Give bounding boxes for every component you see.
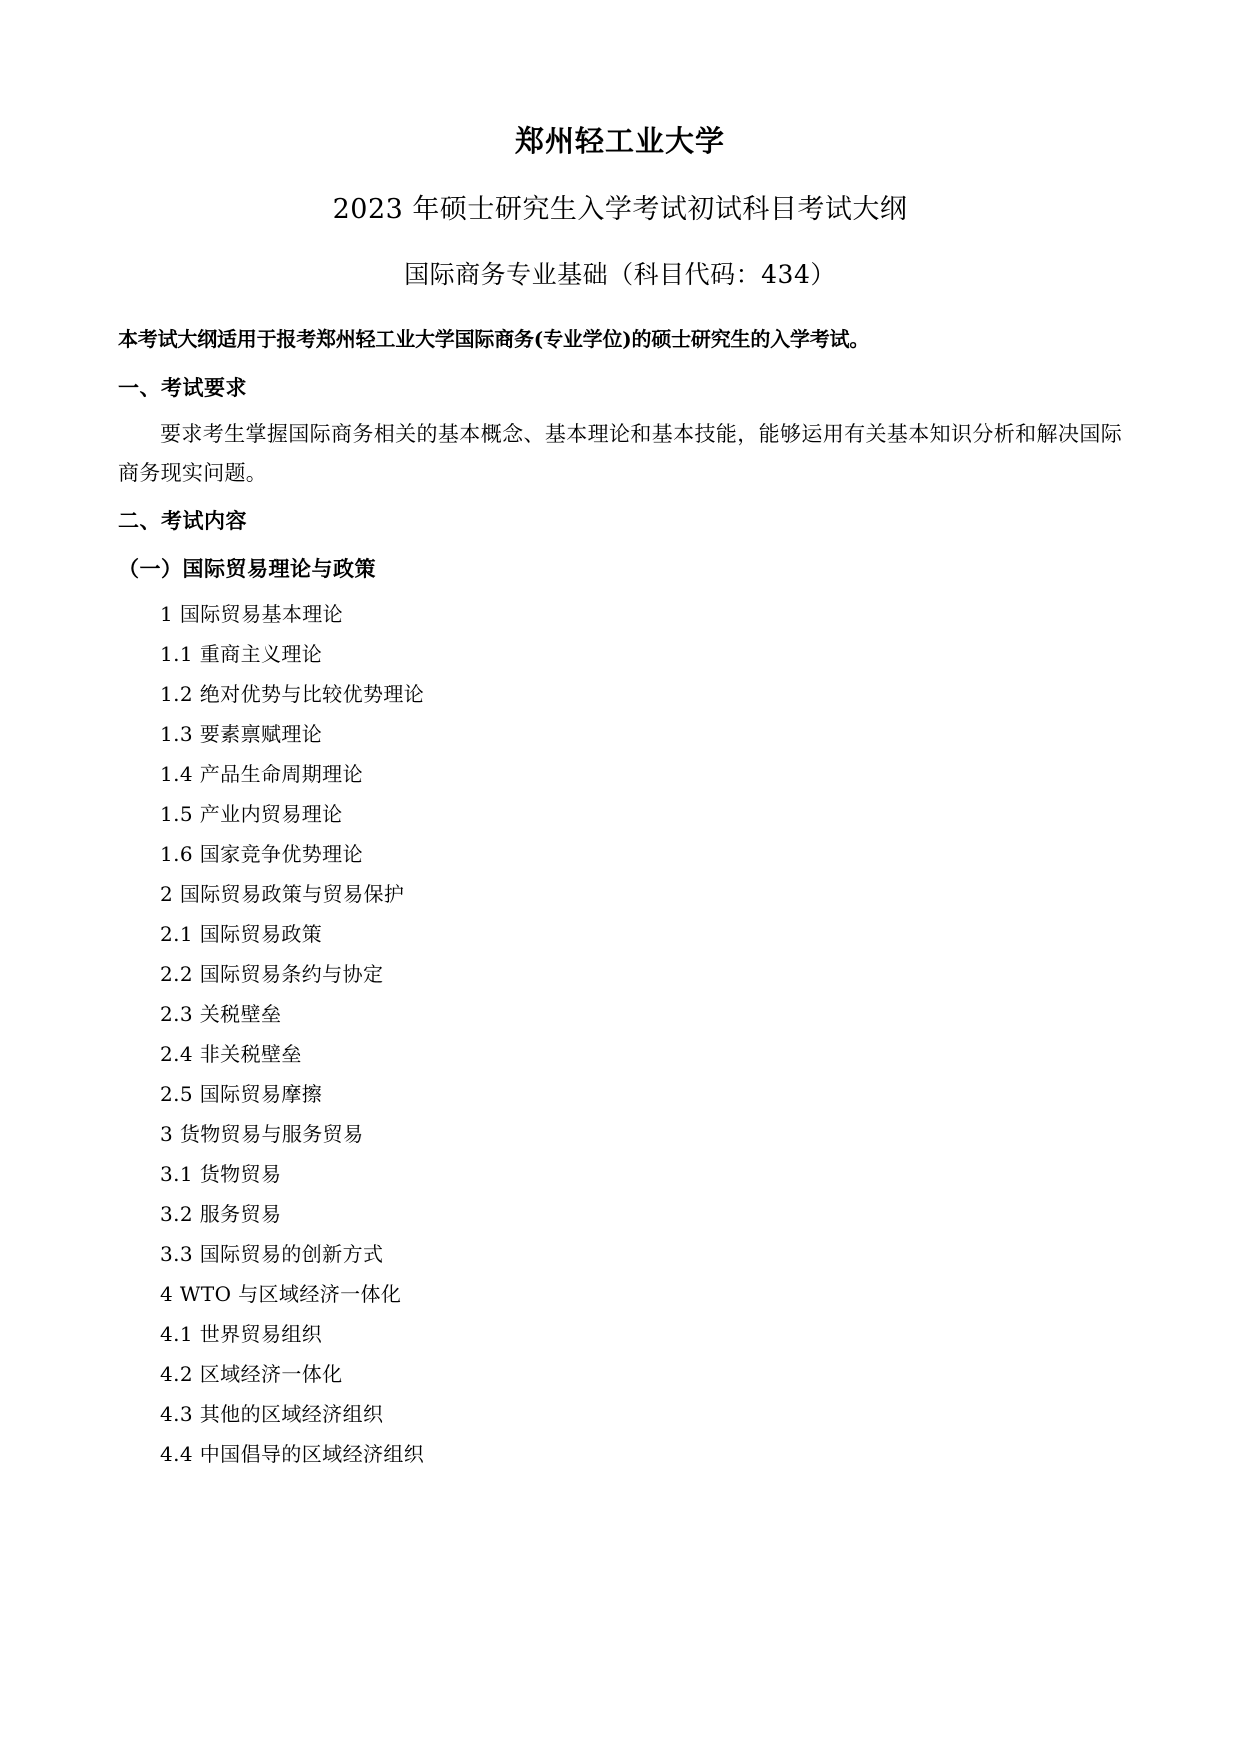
list-item: 2.2 国际贸易条约与协定 [160,962,384,987]
list-item: 3 货物贸易与服务贸易 [160,1122,364,1147]
list-item: 1 国际贸易基本理论 [160,602,344,627]
list-item: 2 国际贸易政策与贸易保护 [160,882,405,907]
list-item: 1.4 产品生命周期理论 [160,762,363,787]
requirements-paragraph: 要求考生掌握国际商务相关的基本概念、基本理论和基本技能，能够运用有关基本知识分析和解决国际商务现实问题。 [118,422,1122,486]
list-item: 4.1 世界贸易组织 [160,1322,323,1347]
list-item: 1.1 重商主义理论 [160,642,323,667]
section-heading-requirements: 一、考试要求 [118,374,247,400]
list-item: 2.4 非关税壁垒 [160,1042,302,1067]
list-item: 4.4 中国倡导的区域经济组织 [160,1442,425,1467]
list-item: 3.2 服务贸易 [160,1202,282,1227]
list-item: 1.5 产业内贸易理论 [160,802,343,827]
list-item: 3.1 货物贸易 [160,1162,282,1187]
subsection-heading-part-one: （一）国际贸易理论与政策 [118,555,376,581]
list-item: 4 WTO 与区域经济一体化 [160,1282,402,1307]
list-item: 4.3 其他的区域经济组织 [160,1402,384,1427]
applicability-statement: 本考试大纲适用于报考郑州轻工业大学国际商务(专业学位)的硕士研究生的入学考试。 [118,326,870,351]
outline-list [118,594,1122,1474]
list-item: 3.3 国际贸易的创新方式 [160,1242,384,1267]
exam-title: 2023 年硕士研究生入学考试初试科目考试大纲 [332,193,908,225]
subject-and-code: 国际商务专业基础（科目代码：434） [404,260,836,289]
section-heading-content: 二、考试内容 [118,507,247,533]
list-item: 4.2 区域经济一体化 [160,1362,343,1387]
university-name: 郑州轻工业大学 [514,124,725,158]
list-item: 1.3 要素禀赋理论 [160,722,323,747]
list-item: 1.6 国家竞争优势理论 [160,842,363,867]
list-item: 2.5 国际贸易摩擦 [160,1082,323,1107]
list-item: 2.3 关税壁垒 [160,1002,282,1027]
list-item: 2.1 国际贸易政策 [160,922,323,947]
list-item: 1.2 绝对优势与比较优势理论 [160,682,425,707]
